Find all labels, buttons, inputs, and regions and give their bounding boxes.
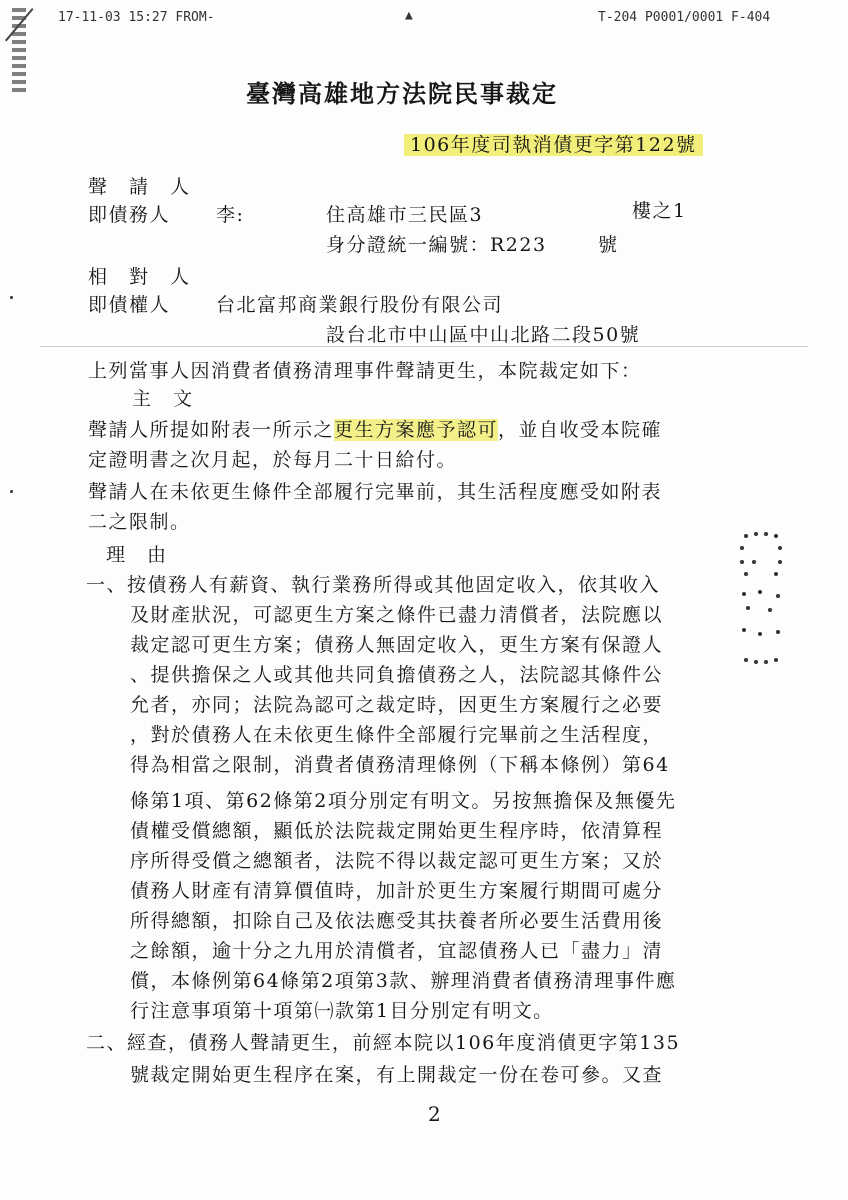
reason-two-line: 二、經查，債務人聲請更生，前經本院以106年度消債更字第135: [86, 1032, 681, 1054]
page-number: 2: [428, 1102, 441, 1126]
scan-speck: [10, 490, 13, 493]
debtor-label: 即債務人: [88, 204, 171, 226]
main-text-line-1: [88, 415, 662, 442]
reason-one-line: 、提供擔保之人或其他共同負擔債務之人，法院認其條件公: [130, 664, 664, 686]
applicant-label: 聲 請 人: [88, 176, 191, 198]
reason-one-line: ，對於債務人在未依更生條件全部履行完畢前之生活程度，: [130, 724, 664, 746]
case-number-text: 106年度司執消債更字第122號: [404, 134, 703, 156]
fax-header-mark: ▲: [405, 8, 413, 23]
reason-one-line: 所得總額，扣除自己及依法應受其扶養者所必要生活費用後: [130, 910, 664, 932]
fax-header-right: T-204 P0001/0001 F-404: [598, 10, 771, 25]
creditor-label: 即債權人: [88, 294, 171, 316]
applicant-address: 住高雄市三民區3: [326, 204, 484, 226]
reason-heading: 理 由: [106, 544, 168, 566]
fax-header-left: 17-11-03 15:27 FROM-: [58, 10, 215, 25]
reason-one-line: 允者，亦同；法院為認可之裁定時，因更生方案履行之必要: [130, 694, 664, 716]
document-title: 臺灣高雄地方法院民事裁定: [246, 79, 558, 108]
main-text-post: ，並自收受本院確: [498, 419, 663, 441]
reason-one-line: 一、按債務人有薪資、執行業務所得或其他固定收入，依其收入: [86, 574, 661, 596]
intro-line: 上列當事人因消費者債務清理事件聲請更生，本院裁定如下：: [88, 360, 642, 382]
reason-two-line: 號裁定開始更生程序在案，有上開裁定一份在卷可參。又查: [130, 1064, 664, 1086]
reason-one-line: 及財產狀況，可認更生方案之條件已盡力清償者，法院應以: [130, 604, 664, 626]
scan-fold-line: [40, 346, 808, 347]
reason-one-line: 序所得受償之總額者，法院不得以裁定認可更生方案；又於: [130, 850, 664, 872]
main-text-line-4: 二之限制。: [88, 511, 191, 533]
case-number: [404, 130, 703, 157]
main-heading: 主 文: [132, 388, 194, 410]
respondent-name: 台北富邦商業銀行股份有限公司: [216, 294, 504, 316]
respondent-label: 相 對 人: [88, 266, 191, 288]
reason-one-line: 債權受償總額，顯低於法院裁定開始更生程序時，依清算程: [130, 820, 664, 842]
reason-one-line: 償，本條例第64條第2項第3款、辦理消費者債務清理事件應: [130, 970, 677, 992]
respondent-address: 設台北市中山區中山北路二段50號: [326, 324, 641, 346]
punch-hole-dots: [738, 532, 788, 667]
applicant-id-tail: 號: [598, 234, 619, 256]
reason-one-line: 得為相當之限制，消費者債務清理條例（下稱本條例）第64: [130, 754, 670, 776]
main-text-line-2: 定證明書之次月起，於每月二十日給付。: [88, 449, 458, 471]
main-text-line-3: 聲請人在未依更生條件全部履行完畢前，其生活程度應受如附表: [88, 481, 663, 503]
reason-one-line: 債務人財產有清算價值時，加計於更生方案履行期間可處分: [130, 880, 664, 902]
main-text-highlight: 更生方案應予認可: [334, 419, 499, 441]
reason-one-line: 之餘額，逾十分之九用於清償者，宜認債務人已「盡力」清: [130, 940, 664, 962]
main-text-pre: 聲請人所提如附表一所示之: [88, 419, 335, 441]
reason-one-line: 裁定認可更生方案；債務人無固定收入，更生方案有保證人: [130, 634, 664, 656]
applicant-address-tail: 樓之1: [632, 200, 687, 222]
applicant-id: 身分證統一編號：R223: [326, 234, 547, 256]
applicant-name: 李:: [216, 204, 245, 226]
reason-one-line: 行注意事項第〸項第㈠款第1目分別定有明文。: [130, 1000, 554, 1022]
reason-one-line: 條第1項、第62條第2項分別定有明文。另按無擔保及無優先: [130, 790, 677, 812]
scan-speck: [10, 296, 13, 299]
